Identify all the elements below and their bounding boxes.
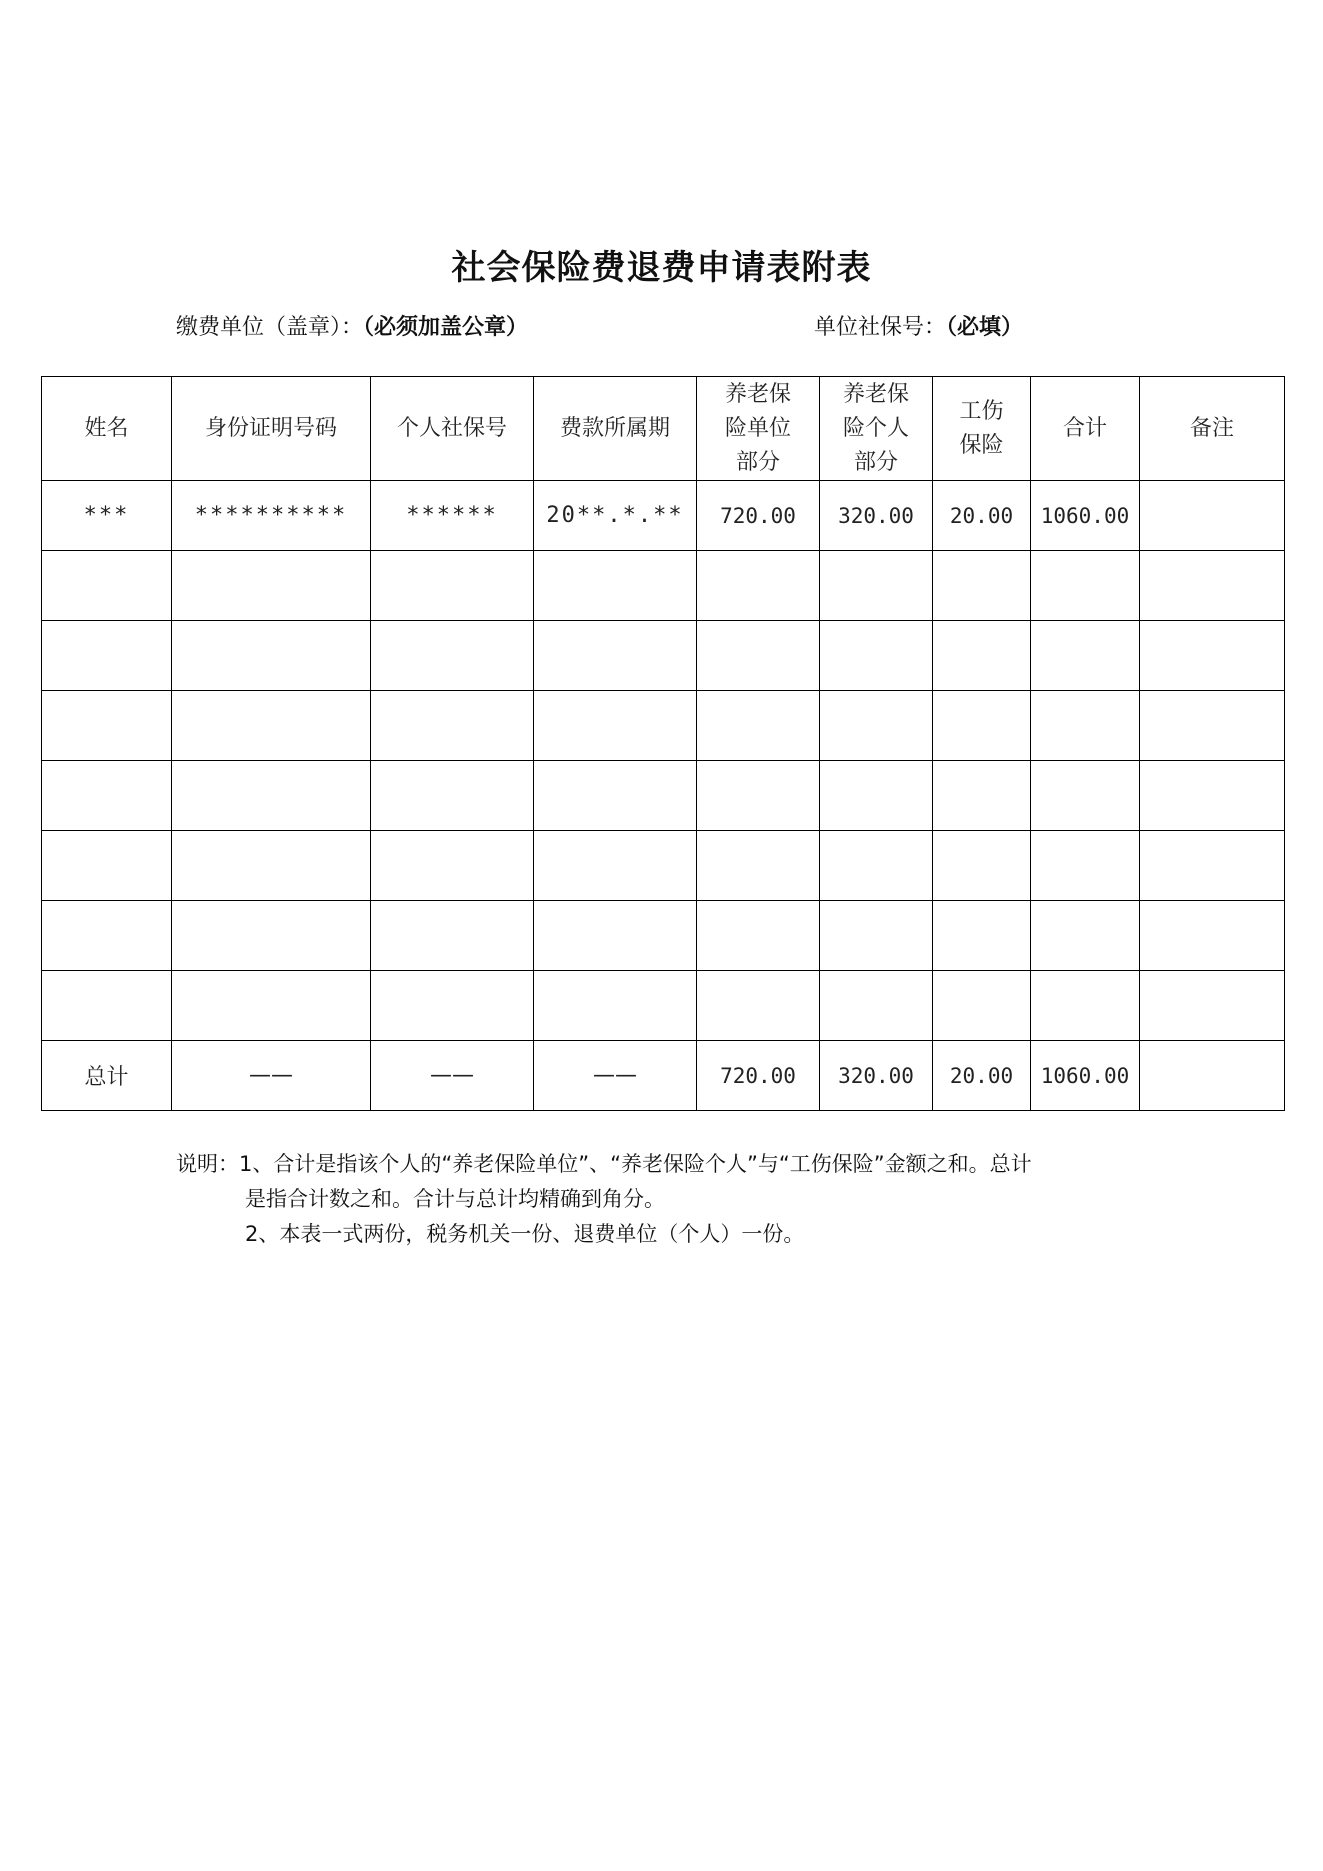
header-pension-unit-l1: 养老保 bbox=[724, 381, 791, 407]
empty-cell bbox=[42, 761, 172, 831]
total-sb-dash: —— bbox=[371, 1041, 534, 1111]
empty-cell bbox=[42, 551, 172, 621]
table-row bbox=[42, 481, 1285, 551]
header-injury bbox=[933, 377, 1031, 481]
total-pension-person: 320.00 bbox=[820, 1041, 933, 1111]
total-label: 总计 bbox=[42, 1041, 172, 1111]
empty-cell bbox=[371, 761, 534, 831]
header-injury-l2: 保险 bbox=[959, 432, 1004, 458]
empty-cell bbox=[172, 621, 371, 691]
empty-cell bbox=[933, 551, 1031, 621]
table-row bbox=[42, 691, 1285, 761]
notes bbox=[176, 1147, 1032, 1252]
empty-cell bbox=[820, 901, 933, 971]
payer-unit-value: （必须加盖公章） bbox=[363, 315, 529, 340]
header-pension-unit bbox=[697, 377, 820, 481]
note-line-3: 2、本表一式两份，税务机关一份、退费单位（个人）一份。 bbox=[245, 1222, 805, 1246]
empty-cell bbox=[371, 831, 534, 901]
empty-cell bbox=[1031, 691, 1140, 761]
empty-cell bbox=[371, 971, 534, 1041]
empty-cell bbox=[697, 971, 820, 1041]
table-row bbox=[42, 971, 1285, 1041]
empty-cell bbox=[172, 761, 371, 831]
payer-unit-line bbox=[176, 310, 528, 341]
empty-cell bbox=[371, 551, 534, 621]
total-injury: 20.00 bbox=[933, 1041, 1031, 1111]
empty-cell bbox=[534, 551, 697, 621]
empty-cell bbox=[933, 621, 1031, 691]
header-id-number: 身份证明号码 bbox=[172, 377, 371, 481]
cell-personal-sb: ****** bbox=[371, 481, 534, 551]
empty-cell bbox=[933, 971, 1031, 1041]
empty-cell bbox=[697, 691, 820, 761]
empty-cell bbox=[371, 691, 534, 761]
empty-cell bbox=[534, 831, 697, 901]
empty-cell bbox=[371, 621, 534, 691]
header-personal-sb: 个人社保号 bbox=[371, 377, 534, 481]
header-injury-l1: 工伤 bbox=[959, 398, 1004, 424]
table-row bbox=[42, 551, 1285, 621]
note-line-2: 是指合计数之和。合计与总计均精确到角分。 bbox=[245, 1187, 665, 1211]
total-id-dash: —— bbox=[172, 1041, 371, 1111]
header-pension-unit-l2: 险单位 bbox=[724, 415, 791, 441]
empty-cell bbox=[1031, 621, 1140, 691]
empty-cell bbox=[1140, 761, 1285, 831]
header-pension-person-l2: 险个人 bbox=[842, 415, 909, 441]
empty-cell bbox=[534, 971, 697, 1041]
table-header-row bbox=[42, 377, 1285, 481]
empty-cell bbox=[820, 621, 933, 691]
unit-sb-label: 单位社保号： bbox=[814, 315, 947, 340]
empty-cell bbox=[172, 691, 371, 761]
empty-cell bbox=[1140, 621, 1285, 691]
total-sum: 1060.00 bbox=[1031, 1041, 1140, 1111]
empty-cell bbox=[1140, 691, 1285, 761]
empty-cell bbox=[1031, 901, 1140, 971]
empty-cell bbox=[42, 901, 172, 971]
empty-cell bbox=[1140, 831, 1285, 901]
cell-total: 1060.00 bbox=[1031, 481, 1140, 551]
unit-sb-line bbox=[814, 310, 1023, 341]
empty-cell bbox=[1140, 971, 1285, 1041]
payer-unit-label: 缴费单位（盖章）： bbox=[176, 315, 364, 340]
header-name: 姓名 bbox=[42, 377, 172, 481]
header-pension-unit-l3: 部分 bbox=[735, 449, 780, 475]
cell-name: *** bbox=[42, 481, 172, 551]
empty-cell bbox=[1031, 761, 1140, 831]
empty-cell bbox=[172, 901, 371, 971]
cell-remark bbox=[1140, 481, 1285, 551]
empty-cell bbox=[172, 831, 371, 901]
header-period: 费款所属期 bbox=[534, 377, 697, 481]
table-row bbox=[42, 831, 1285, 901]
empty-cell bbox=[534, 761, 697, 831]
empty-cell bbox=[820, 971, 933, 1041]
empty-cell bbox=[172, 551, 371, 621]
cell-pension-person: 320.00 bbox=[820, 481, 933, 551]
cell-injury: 20.00 bbox=[933, 481, 1031, 551]
empty-cell bbox=[534, 691, 697, 761]
table-row bbox=[42, 901, 1285, 971]
empty-cell bbox=[820, 761, 933, 831]
empty-cell bbox=[820, 551, 933, 621]
empty-cell bbox=[697, 621, 820, 691]
unit-sb-value: （必填） bbox=[946, 315, 1024, 340]
empty-cell bbox=[820, 691, 933, 761]
empty-cell bbox=[42, 691, 172, 761]
empty-cell bbox=[933, 901, 1031, 971]
empty-cell bbox=[172, 971, 371, 1041]
header-pension-person-l1: 养老保 bbox=[842, 381, 909, 407]
empty-cell bbox=[42, 621, 172, 691]
total-row bbox=[42, 1041, 1285, 1111]
empty-cell bbox=[697, 551, 820, 621]
empty-cell bbox=[820, 831, 933, 901]
empty-cell bbox=[534, 621, 697, 691]
empty-cell bbox=[697, 901, 820, 971]
empty-cell bbox=[371, 901, 534, 971]
empty-cell bbox=[697, 831, 820, 901]
empty-cell bbox=[42, 831, 172, 901]
cell-period: 20**.*.** bbox=[534, 481, 697, 551]
header-pension-person bbox=[820, 377, 933, 481]
table-row bbox=[42, 761, 1285, 831]
header-remark: 备注 bbox=[1140, 377, 1285, 481]
empty-cell bbox=[1140, 551, 1285, 621]
cell-pension-unit: 720.00 bbox=[697, 481, 820, 551]
table-row bbox=[42, 621, 1285, 691]
empty-cell bbox=[42, 971, 172, 1041]
empty-cell bbox=[1031, 551, 1140, 621]
document-title: 社会保险费退费申请表附表 bbox=[451, 248, 872, 288]
note-line-1: 说明：1、合计是指该个人的“养老保险单位”、“养老保险个人”与“工伤保险”金额之和。总计 bbox=[176, 1152, 1032, 1176]
empty-cell bbox=[933, 761, 1031, 831]
empty-cell bbox=[933, 831, 1031, 901]
empty-cell bbox=[697, 761, 820, 831]
empty-cell bbox=[1031, 971, 1140, 1041]
total-pension-unit: 720.00 bbox=[697, 1041, 820, 1111]
total-period-dash: —— bbox=[534, 1041, 697, 1111]
empty-cell bbox=[933, 691, 1031, 761]
header-pension-person-l3: 部分 bbox=[853, 449, 898, 475]
empty-cell bbox=[534, 901, 697, 971]
total-remark bbox=[1140, 1041, 1285, 1111]
header-total: 合计 bbox=[1031, 377, 1140, 481]
empty-cell bbox=[1140, 901, 1285, 971]
empty-cell bbox=[1031, 831, 1140, 901]
cell-id-number: ********** bbox=[172, 481, 371, 551]
refund-table bbox=[41, 376, 1285, 1111]
